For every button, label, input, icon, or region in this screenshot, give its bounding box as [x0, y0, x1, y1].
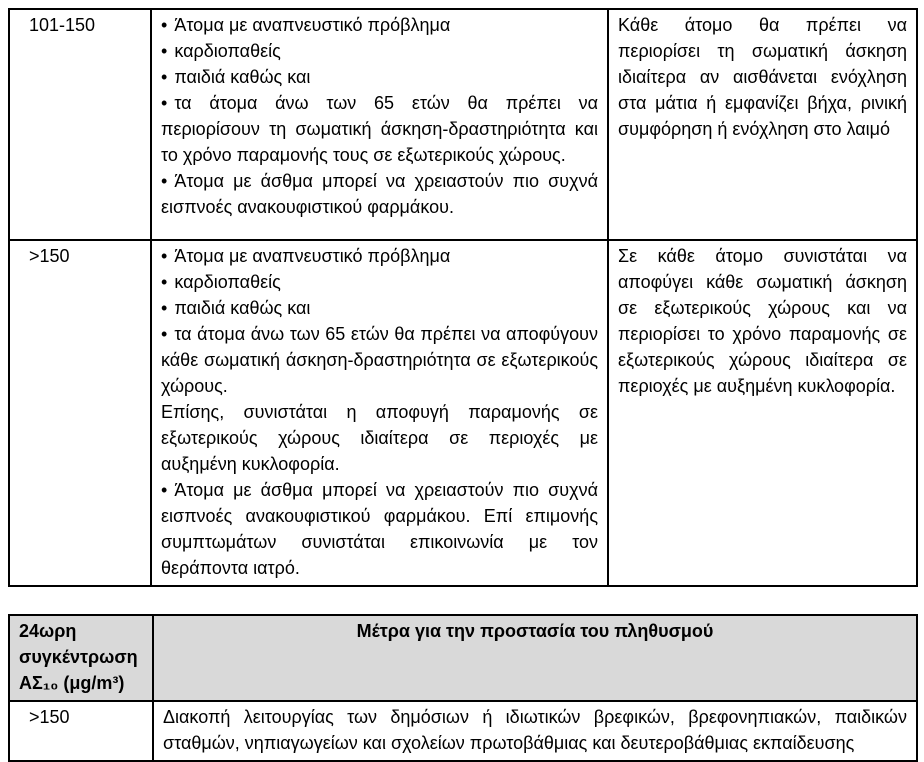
bullet-icon: • [161, 246, 168, 266]
concentration-range-cell [9, 701, 153, 761]
bullet-icon: • [161, 171, 168, 191]
sensitive-groups-cell [151, 240, 608, 586]
bullet-item [161, 269, 598, 295]
concentration-range-value: 101-150 [29, 15, 96, 35]
concentration-range-cell [9, 240, 151, 586]
bullet-item [161, 12, 598, 38]
bullet-icon: • [161, 272, 168, 292]
aqi-advice-table [8, 8, 918, 587]
concentration-column-header: 24ωρη συγκέντρωση ΑΣ₁₀ (μg/m³) [9, 615, 153, 701]
bullet-item [161, 295, 598, 321]
concentration-range-value: >150 [29, 246, 70, 266]
bullet-item-text: παιδιά καθώς και [174, 67, 311, 87]
bullet-item [161, 321, 598, 399]
table-row-over-150-measures [9, 701, 917, 761]
bullet-item [161, 168, 598, 220]
bullet-item-text: Άτομα με άσθμα μπορεί να χρειαστούν πιο συχνά εισπνοές ανακουφιστικού φαρμάκου. Επί επιμονής συμπτωμάτων συνιστάται επικοινωνία με τον θεράποντα ιατρό. [161, 480, 598, 578]
general-advice-text: Κάθε άτομο θα πρέπει να περιορίσει τη σωματική άσκηση ιδιαίτερα αν αισθάνεται ενόχληση στα μάτια ή εμφανίζει βήχα, ρινική συμφόρηση ή ενόχληση στο λαιμό [618, 15, 907, 139]
general-advice-cell [608, 9, 917, 240]
bullet-item-text: Άτομα με αναπνευστικό πρόβλημα [174, 246, 451, 266]
bullet-item-text: Άτομα με αναπνευστικό πρόβλημα [174, 15, 451, 35]
sensitive-groups-cell [151, 9, 608, 240]
document-page [8, 8, 916, 762]
general-advice-cell [608, 240, 917, 586]
bullet-item [161, 64, 598, 90]
table-row-over-150 [9, 240, 917, 586]
bullet-item-text: τα άτομα άνω των 65 ετών θα πρέπει να αποφύγουν κάθε σωματική άσκηση-δραστηριότητα σε εξωτερικούς χώρους. [161, 324, 598, 396]
bullet-item-text: καρδιοπαθείς [174, 272, 281, 292]
concentration-range-cell [9, 9, 151, 240]
bullet-item [161, 38, 598, 64]
bullet-icon: • [161, 93, 168, 113]
bullet-icon: • [161, 67, 168, 87]
bullet-item-text: Άτομα με άσθμα μπορεί να χρειαστούν πιο συχνά εισπνοές ανακουφιστικού φαρμάκου. [161, 171, 598, 217]
bullet-icon: • [161, 41, 168, 61]
bullet-item-text: παιδιά καθώς και [174, 298, 311, 318]
bullet-item-text: τα άτομα άνω των 65 ετών θα πρέπει να περιορίσουν τη σωματική άσκηση-δραστηριότητα και το χρόνο παραμονής τους σε εξωτερικούς χώρους. [161, 93, 598, 165]
bullet-item [161, 477, 598, 581]
bullet-item [161, 243, 598, 269]
bullet-icon: • [161, 480, 168, 500]
general-advice-text: Σε κάθε άτομο συνιστάται να αποφύγει κάθε σωματική άσκηση σε εξωτερικούς χώρους και να περιορίσει το χρόνο παραμονής σε εξωτερικούς χώρους ιδιαίτερα σε περιοχές με αυξημένη κυκλοφορία. [618, 246, 907, 396]
table-header-row [9, 615, 917, 701]
bullet-item-text: καρδιοπαθείς [174, 41, 281, 61]
bullet-item [161, 90, 598, 168]
measure-text: Διακοπή λειτουργίας των δημόσιων ή ιδιωτικών βρεφικών, βρεφονηπιακών, παιδικών σταθμών, νηπιαγωγείων και σχολείων πρωτοβάθμιας και δευτεροβάθμιας εκπαίδευσης [163, 707, 907, 753]
bullet-icon: • [161, 15, 168, 35]
paragraph-text: Επίσης, συνιστάται η αποφυγή παραμονής σε εξωτερικούς χώρους ιδιαίτερα σε περιοχές με αυξημένη κυκλοφορία. [161, 402, 598, 474]
measure-cell [153, 701, 917, 761]
paragraph [161, 399, 598, 477]
concentration-range-value: >150 [29, 707, 70, 727]
measures-column-header: Μέτρα για την προστασία του πληθυσμού [153, 615, 917, 701]
bullet-icon: • [161, 324, 168, 344]
table-row-101-150 [9, 9, 917, 240]
bullet-icon: • [161, 298, 168, 318]
